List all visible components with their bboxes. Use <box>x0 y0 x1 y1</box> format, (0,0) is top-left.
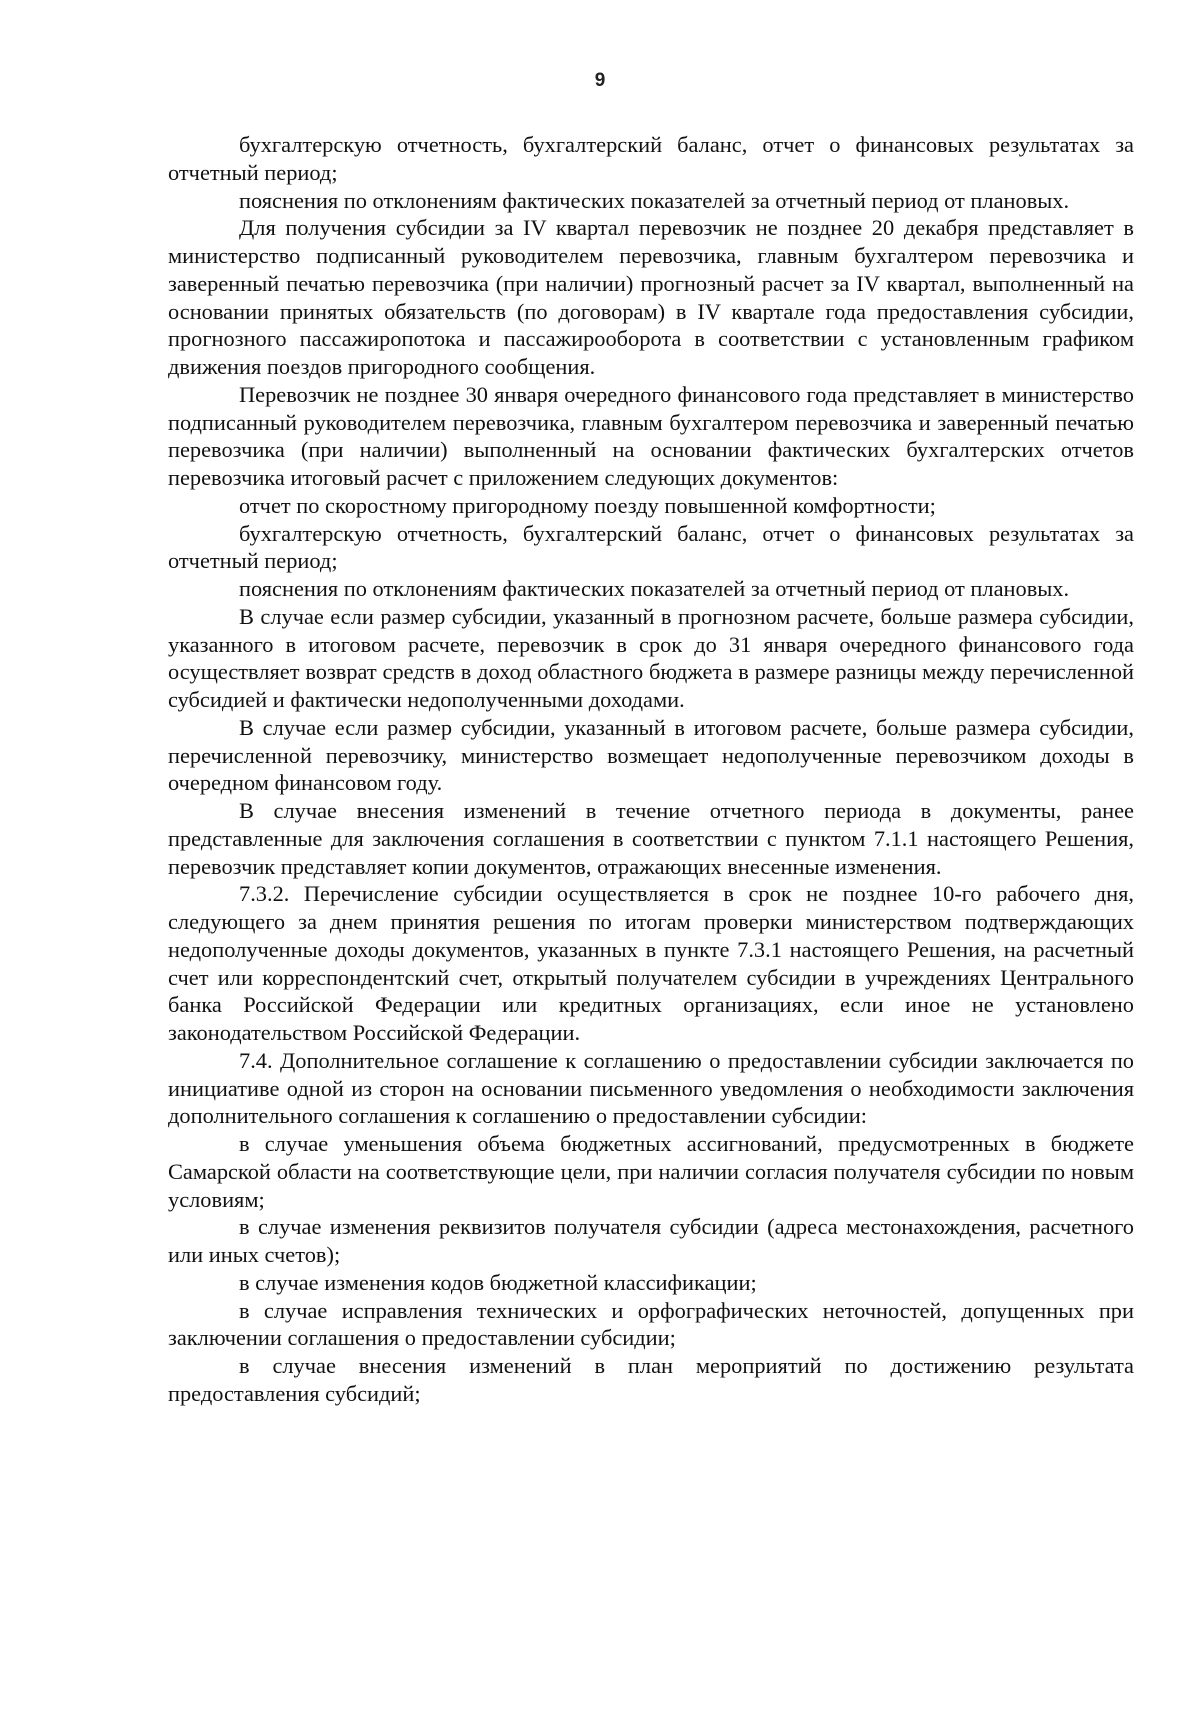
paragraph: в случае уменьшения объема бюджетных ассигнований, предусмотренных в бюджете Самарской области на соответствующие цели, при наличии согласия получателя субсидии по новым условиям; <box>168 1131 1134 1212</box>
paragraph: 7.4. Дополнительное соглашение к соглашению о предоставлении субсидии заключается по инициативе одной из сторон на основании письменного уведомления о необходимости заключения дополнительного соглашения к соглашению о предоставлении субсидии: <box>168 1047 1134 1129</box>
paragraph: 7.3.2. Перечисление субсидии осуществляется в срок не позднее 10-го рабочего дня, следующего за днем принятия решения по итогам проверки министерством подтверждающих недополученные доходы документов, указанных в пункте 7.3.1 настоящего Решения, на расчетный счет или корреспондентский счет, открытый получателем субсидии в учреждениях Центрального банка Российской Федерации или кредитных организациях, если иное не установлено законодательством Российской Федерации. <box>168 881 1134 1045</box>
paragraph: в случае исправления технических и орфографических неточностей, допущенных при заключении соглашения о предоставлении субсидии; <box>168 1297 1134 1351</box>
paragraph: бухгалтерскую отчетность, бухгалтерский баланс, отчет о финансовых результатах за отчетный период; <box>168 132 1134 185</box>
paragraph: В случае внесения изменений в течение отчетного периода в документы, ранее представленные для заключения соглашения в соответствии с пунктом 7.1.1 настоящего Решения, перевозчик представляет копии документов, отражающих внесенные изменения. <box>168 798 1134 879</box>
paragraph: в случае изменения кодов бюджетной классификации; <box>239 1269 757 1295</box>
paragraph: Для получения субсидии за IV квартал перевозчик не позднее 20 декабря представляет в министерство подписанный руководителем перевозчика, главным бухгалтером перевозчика и заверенный печатью перевозчика (при наличии) прогнозный расчет за IV квартал, выполненный на основании принятых обязательств (по договорам) в IV квартале года предоставления субсидии, прогнозного пассажиропотока и пассажирооборота в соответствии с установленным графиком движения поездов пригородного сообщения. <box>168 215 1134 379</box>
paragraph: в случае внесения изменений в план мероприятий по достижению результата предоставления субсидий; <box>168 1353 1134 1406</box>
page-number: 9 <box>594 70 606 91</box>
paragraph: в случае изменения реквизитов получателя субсидии (адреса местонахождения, расчетного или иных счетов); <box>168 1214 1134 1267</box>
paragraph: Перевозчик не позднее 30 января очередного финансового года представляет в министерство подписанный руководителем перевозчика, главным бухгалтером перевозчика и заверенный печатью перевозчика (при наличии) выполненный на основании фактических бухгалтерских отчетов перевозчика итоговый расчет с приложением следующих документов: <box>168 381 1134 490</box>
paragraph: отчет по скоростному пригородному поезду повышенной комфортности; <box>239 492 936 518</box>
paragraph: бухгалтерскую отчетность, бухгалтерский баланс, отчет о финансовых результатах за отчетный период; <box>168 520 1134 574</box>
paragraph: пояснения по отклонениям фактических показателей за отчетный период от плановых. <box>239 576 1070 601</box>
paragraph: пояснения по отклонениям фактических показателей за отчетный период от плановых. <box>239 187 1070 213</box>
paragraph: В случае если размер субсидии, указанный в прогнозном расчете, больше размера субсидии, указанного в итоговом расчете, перевозчик в срок до 31 января очередного финансового года осуществляет возврат средств в доход областного бюджета в размере разницы между перечисленной субсидией и фактически недополученными доходами. <box>168 603 1134 712</box>
document-body <box>168 131 1134 1408</box>
paragraph: В случае если размер субсидии, указанный в итоговом расчете, больше размера субсидии, перечисленной перевозчику, министерство возмещает недополученные перевозчиком доходы в очередном финансовом году. <box>168 714 1134 796</box>
